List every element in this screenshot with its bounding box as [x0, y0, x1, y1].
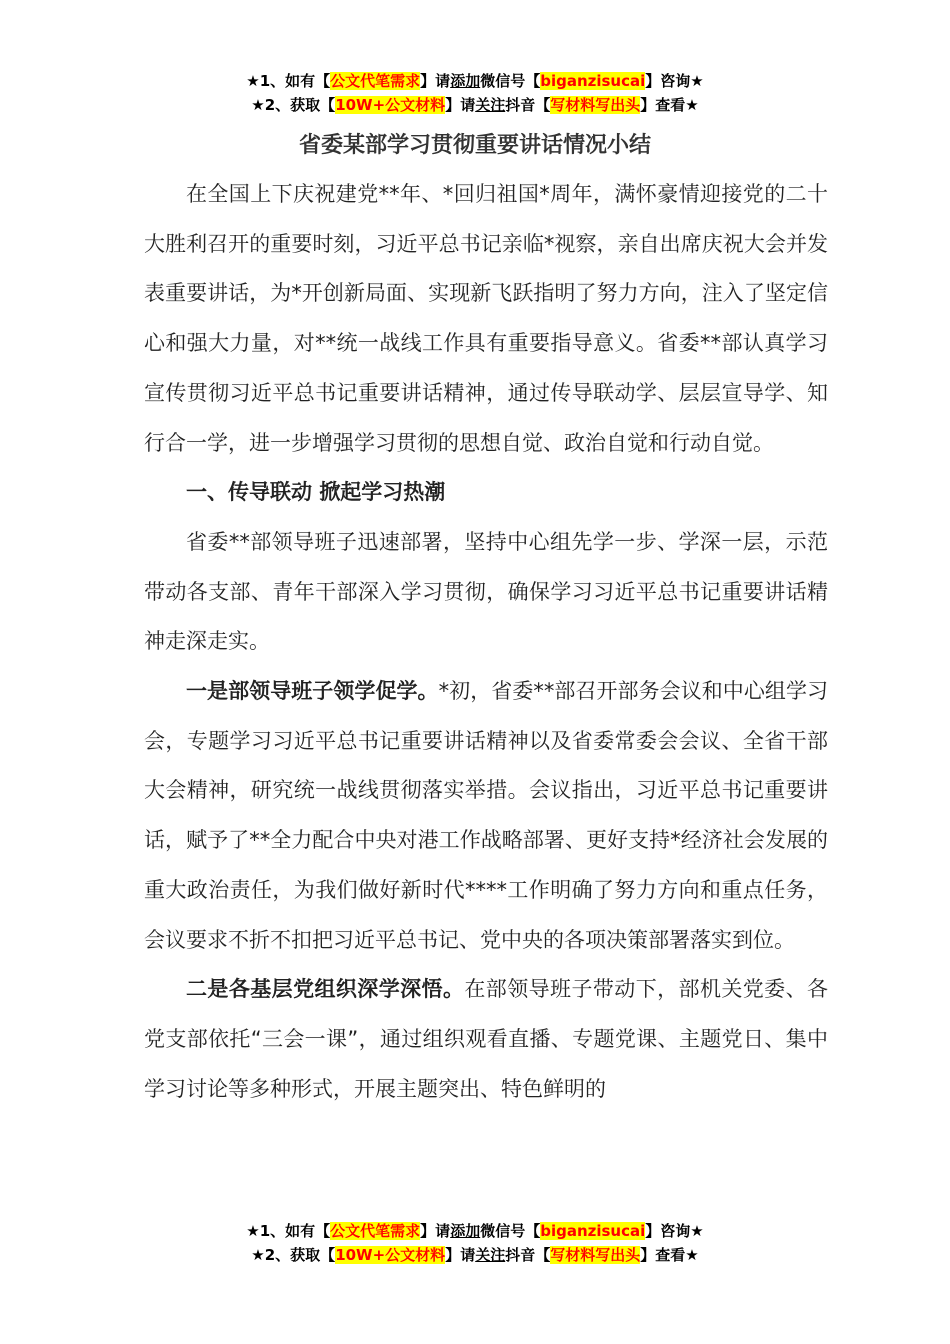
- promo-text: ★2、获取【: [251, 1246, 336, 1264]
- promo-douyin-id: 写材料写出头: [550, 96, 641, 114]
- promo-text: ★2、获取【: [251, 96, 336, 114]
- promo-line-1: [0, 1219, 950, 1243]
- promo-highlight: 公文代笔需求: [330, 72, 421, 90]
- promo-highlight: 10W+公文材料: [335, 1246, 446, 1264]
- promo-text: 】咨询★: [645, 72, 704, 90]
- promo-wechat-id: biganzisucai: [540, 1222, 646, 1240]
- promo-banner-top: [0, 69, 950, 117]
- promo-wechat-id: biganzisucai: [540, 72, 646, 90]
- section-heading-1: 一、传导联动 掀起学习热潮: [186, 480, 446, 505]
- promo-text: 】请: [445, 96, 476, 114]
- promo-text: 】查看★: [640, 96, 699, 114]
- promo-text: 抖音【: [505, 96, 551, 114]
- promo-text: 微信号【: [480, 72, 541, 90]
- point-2-paragraph: [144, 965, 828, 1114]
- promo-text: 】请: [420, 72, 451, 90]
- promo-line-1: [0, 69, 950, 93]
- promo-text: ★1、如有【: [246, 72, 331, 90]
- intro-paragraph: 在全国上下庆祝建党**年、*回归祖国*周年，满怀豪情迎接党的二十大胜利召开的重要时刻，习近平总书记亲临*视察，亲自出席庆祝大会并发表重要讲话，为*开创新局面、实现新飞跃指明了努力方向，注入了坚定信心和强大力量，对**统一战线工作具有重要指导意义。省委**部认真学习宣传贯彻习近平总书记重要讲话精神，通过传导联动学、层层宣导学、知行合一学，进一步增强学习贯彻的思想自觉、政治自觉和行动自觉。: [144, 182, 828, 455]
- section-1-paragraph: 省委**部领导班子迅速部署，坚持中心组先学一步、学深一层，示范带动各支部、青年干部深入学习贯彻，确保学习习近平总书记重要讲话精神走深走实。: [144, 529, 828, 654]
- promo-underlined: 添加: [450, 1222, 481, 1240]
- promo-highlight: 10W+公文材料: [335, 96, 446, 114]
- point-1-body: *初，省委**部召开部务会议和中心组学习会，专题学习习近平总书记重要讲话精神以及省委常委会会议、全省干部大会精神，研究统一战线贯彻落实举措。会议指出，习近平总书记重要讲话，赋予了**全力配合中央对港工作战略部署、更好支持*经济社会发展的重大政治责任，为我们做好新时代****工作明确了努力方向和重点任务，会议要求不折不扣把习近平总书记、党中央的各项决策部署落实到位。: [144, 679, 829, 952]
- promo-text: 】查看★: [640, 1246, 699, 1264]
- promo-banner-bottom: [0, 1219, 950, 1267]
- promo-line-2: [0, 1243, 950, 1267]
- point-1-lead: 一是部领导班子领学促学。: [186, 679, 439, 704]
- promo-underlined: 关注: [475, 96, 506, 114]
- promo-text: 】请: [420, 1222, 451, 1240]
- point-2-lead: 二是各基层党组织深学深悟。: [186, 977, 465, 1002]
- promo-text: ★1、如有【: [246, 1222, 331, 1240]
- promo-text: 微信号【: [480, 1222, 541, 1240]
- promo-highlight: 公文代笔需求: [330, 1222, 421, 1240]
- document-body: [144, 170, 828, 1114]
- promo-underlined: 关注: [475, 1246, 506, 1264]
- promo-text: 抖音【: [505, 1246, 551, 1264]
- promo-douyin-id: 写材料写出头: [550, 1246, 641, 1264]
- promo-text: 】咨询★: [645, 1222, 704, 1240]
- promo-line-2: [0, 93, 950, 117]
- promo-text: 】请: [445, 1246, 476, 1264]
- promo-underlined: 添加: [450, 72, 481, 90]
- document-title: 省委某部学习贯彻重要讲话情况小结: [298, 133, 651, 158]
- point-1-paragraph: [144, 667, 828, 965]
- point-2-body: 在部领导班子带动下，部机关党委、各党支部依托“三会一课”，通过组织观看直播、专题党课、主题党日、集中学习讨论等多种形式，开展主题突出、特色鲜明的: [144, 977, 829, 1101]
